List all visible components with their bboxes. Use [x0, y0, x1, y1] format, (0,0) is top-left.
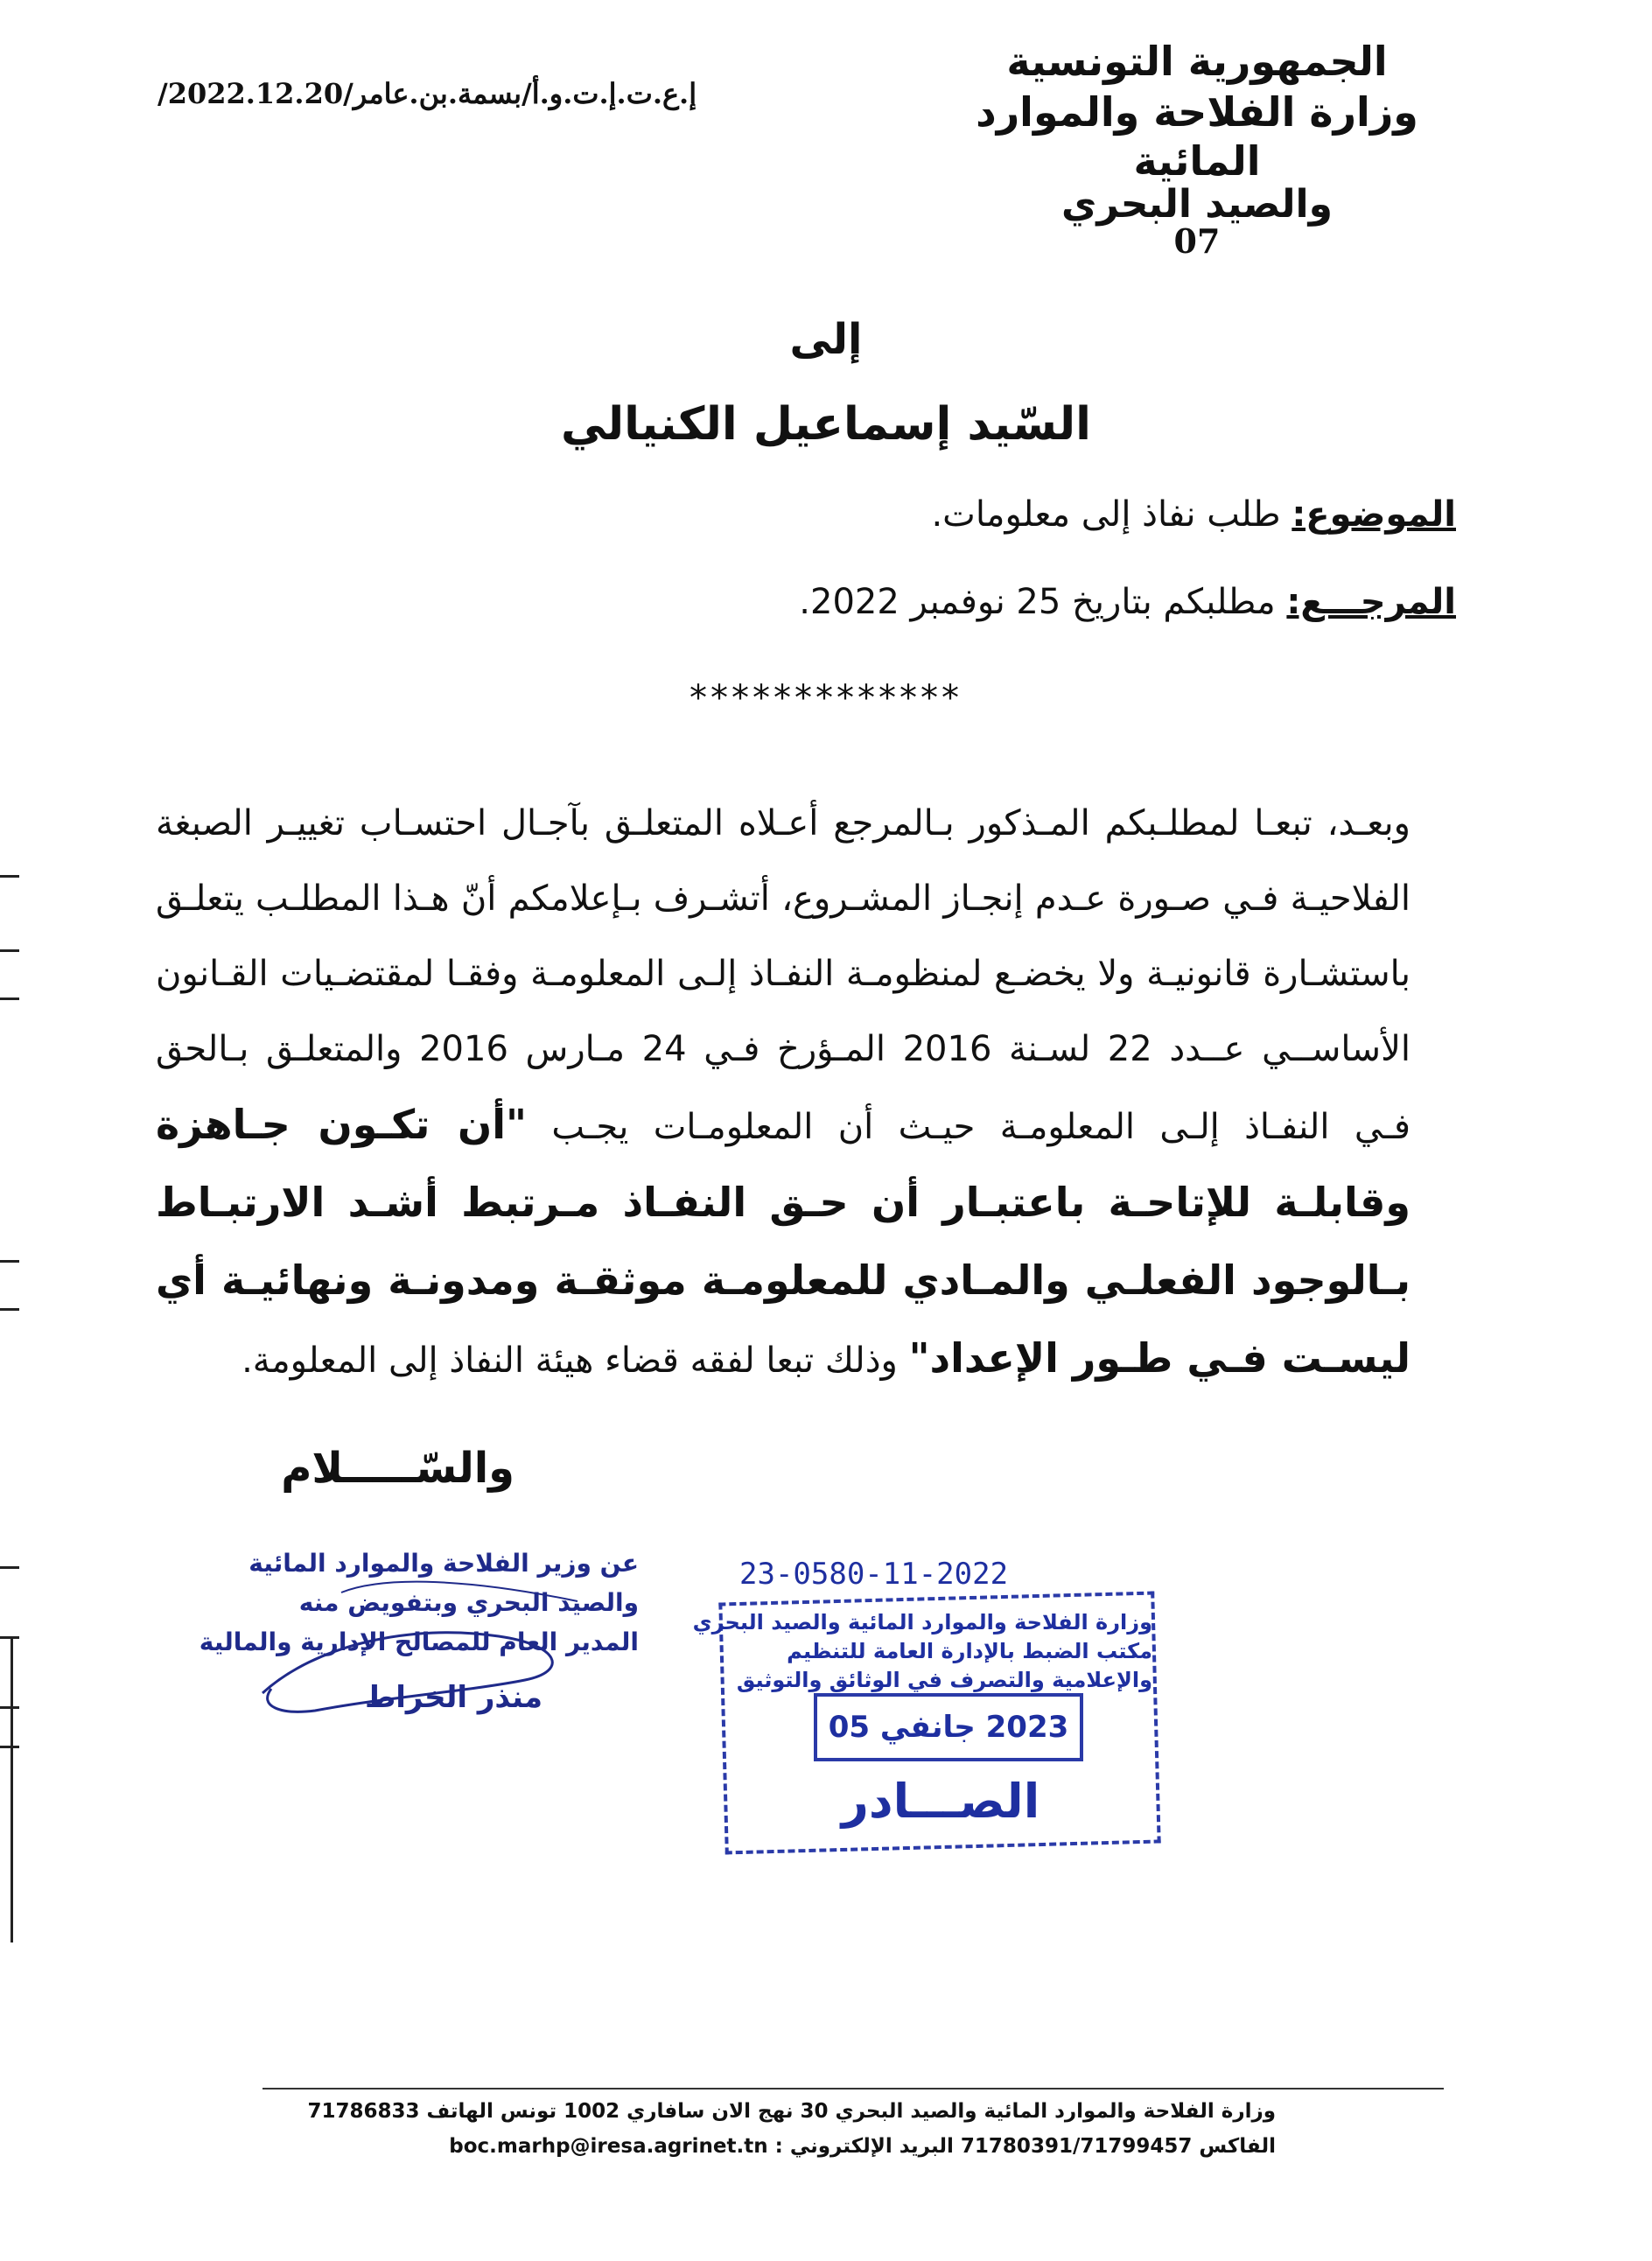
stamp-issued-label: الصـــادر	[841, 1774, 1040, 1829]
subject-value: طلب نفاذ إلى معلومات.	[931, 494, 1292, 535]
reference-line	[799, 582, 1456, 622]
signature-line3: المدير العام للمصالح الإدارية والمالية	[199, 1628, 639, 1656]
margin-tick	[0, 998, 19, 1000]
stamp-line1: وزارة الفلاحة والموارد المائية والصيد البحري	[692, 1610, 1152, 1634]
margin-tick	[0, 1308, 19, 1311]
header-code: 07	[1173, 221, 1221, 261]
footer-rule	[262, 2088, 1444, 2090]
body-text-quote: "أن تكـون جـاهزة وقابلـة للإتاحـة باعتبـار أن حـق النفـاذ مـرتبط أشـد الارتبـاط بـالوجود الفعلـي والمـادي للمعلومـة موثقـة ومدونـة ونهائيـة أي ليسـت فـي طـور الإعداد"	[156, 1101, 1410, 1382]
reference-label: المرجـــع:	[1286, 582, 1456, 622]
margin-tick	[0, 875, 19, 878]
signature-block	[199, 1540, 648, 1741]
closing-salutation: والسّـــــلام	[281, 1444, 514, 1493]
separator-stars: *************	[690, 678, 962, 718]
document-reference-code: إ.ع.ت.إ.ت.و.أ/بسمة.بن.عامر/2022.12.20/	[158, 77, 697, 110]
stamp-number: 23-0580-11-2022	[739, 1557, 1009, 1592]
margin-line	[10, 1636, 13, 1942]
to-label: إلى	[789, 315, 863, 364]
outgoing-mail-stamp	[692, 1557, 1159, 1851]
signature-line1: عن وزير الفلاحة والموارد المائية	[248, 1549, 639, 1578]
margin-tick	[0, 949, 19, 952]
margin-tick	[0, 1566, 19, 1569]
body-text-part1: وبعـد، تبعـا لمطلـبكم المـذكور بـالمرجع أعـلاه المتعلـق بآجـال احتسـاب تغييـر الصبغة الفلاحيـة فـي صـورة عـدم إنجـاز المشـروع، أتشـرف بـإعلامكم أنّ هـذا المطلـب يتعلـق باستشـارة قانونيـة ولا يخضـع لمنظومـة النفـاذ إلـى المعلومـة وفقـا لمقتضـيات القـانون الأساســي عــدد 22 لسـنة 2016 المـؤرخ فـي 24 مـارس 2016 والمتعلـق بـالحق فـي النفـاذ إلـى المعلومـة حيـث أن المعلومـات يجـب	[156, 803, 1411, 1147]
signatory-name: منذر الخراط	[364, 1680, 542, 1715]
margin-tick	[0, 1746, 19, 1748]
footer-contact: الفاكس 71780391/71799457 البريد الإلكتروني : boc.marhp@iresa.agrinet.tn	[449, 2135, 1276, 2158]
ministry-name-line1: وزارة الفلاحة والموارد المائية	[976, 88, 1418, 185]
signature-line2: والصيد البحري وبتفويض منه	[298, 1588, 639, 1617]
letter-body	[156, 786, 1410, 1398]
stamp-date: 2023 جانفي 05	[814, 1693, 1083, 1761]
ministry-name-line2: والصيد البحري	[1061, 182, 1333, 227]
subject-label: الموضوع:	[1292, 494, 1456, 535]
ministry-header	[952, 35, 1442, 259]
body-text-part2: وذلك تبعا لفقه قضاء هيئة النفاذ إلى المعلومة.	[242, 1340, 909, 1381]
country-name: الجمهورية التونسية	[1006, 38, 1388, 85]
reference-value: مطلبكم بتاريخ 25 نوفمبر 2022.	[799, 582, 1287, 622]
stamp-line2: مكتب الضبط بالإدارة العامة للتنظيم	[787, 1639, 1152, 1663]
footer-address: وزارة الفلاحة والموارد المائية والصيد البحري 30 نهج الان سافاري 1002 تونس الهاتف 71786833	[307, 2100, 1276, 2123]
stamp-line3: والإعلامية والتصرف في الوثائق والتوثيق	[736, 1668, 1152, 1692]
margin-tick	[0, 1706, 19, 1709]
margin-tick	[0, 1636, 19, 1639]
recipient-name: السّيد إسماعيل الكنيالي	[561, 398, 1091, 451]
subject-line	[931, 494, 1456, 535]
margin-tick	[0, 1260, 19, 1263]
